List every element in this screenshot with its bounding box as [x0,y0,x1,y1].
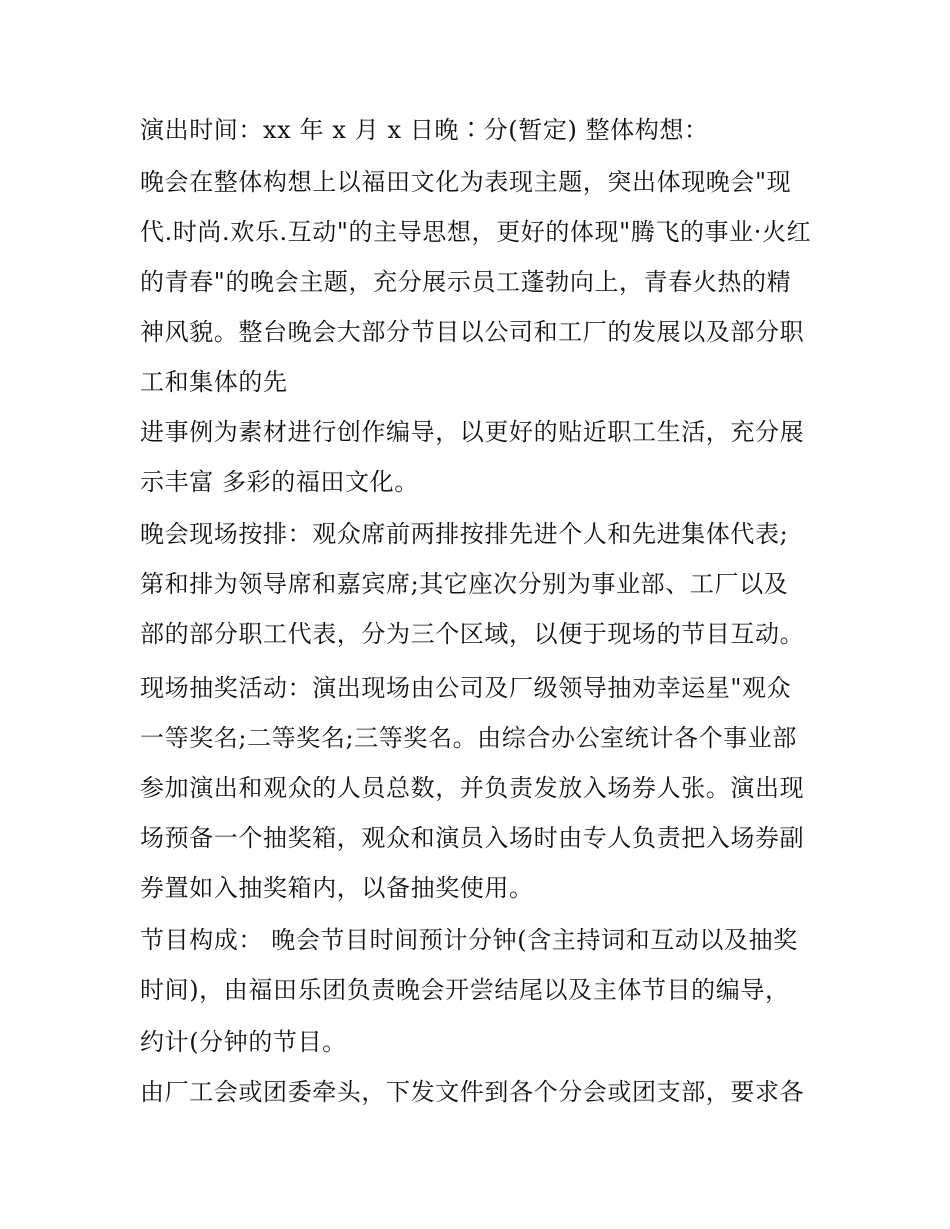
text-line-11: 部的部分职工代表，分为三个区域，以便于现场的节目互动。 [140,620,805,648]
text-line-9: 晚会现场按排：观众席前两排按排先进个人和先进集体代表; [140,520,789,548]
text-line-15: 场预备一个抽奖箱，观众和演员入场时由专人负责把入场券副 [140,824,805,852]
text-line-16: 券置如入抽奖箱内，以备抽奖使用。 [140,874,534,902]
text-line-12: 现场抽奖活动：演出现场由公司及厂级领导抽劝幸运星"观众 [140,674,792,702]
text-line-1: 演出时间：xx 年 x 月 x 日晚∶分(暂定) 整体构想： [140,116,709,144]
text-line-19: 约计(分钟的节目。 [140,1028,347,1056]
text-line-10: 第和排为领导席和嘉宾席;其它座次分别为事业部、工厂以及 [140,570,789,598]
text-line-3: 代.时尚.欢乐.互动"的主导思想，更好的体现"腾飞的事业·火红 [140,218,812,246]
text-line-14: 参加演出和观众的人员总数，并负责发放入场券人张。演出现 [140,774,805,802]
text-line-13: 一等奖名;二等奖名;三等奖名。由综合办公室统计各个事业部 [140,724,797,752]
text-line-8: 示丰富 多彩的福田文化。 [140,468,419,496]
text-line-7: 进事例为素材进行创作编导，以更好的贴近职工生活，充分展 [140,418,805,446]
text-line-2: 晚会在整体构想上以福田文化为表现主题，突出体现晚会"现 [140,168,792,196]
text-line-20: 由厂工会或团委牵头，下发文件到各个分会或团支部，要求各 [140,1078,805,1106]
text-line-18: 时间)，由福田乐团负责晚会开尝结尾以及主体节目的编导， [140,976,790,1004]
text-line-4: 的青春"的晚会主题，充分展示员工蓬勃向上，青春火热的精 [140,268,792,296]
text-line-5: 神风貌。整台晚会大部分节目以公司和工厂的发展以及部分职 [140,318,805,346]
text-line-17: 节目构成： 晚会节目时间预计分钟(含主持词和互动以及抽奖 [140,926,798,954]
text-line-6: 工和集体的先 [140,368,288,396]
